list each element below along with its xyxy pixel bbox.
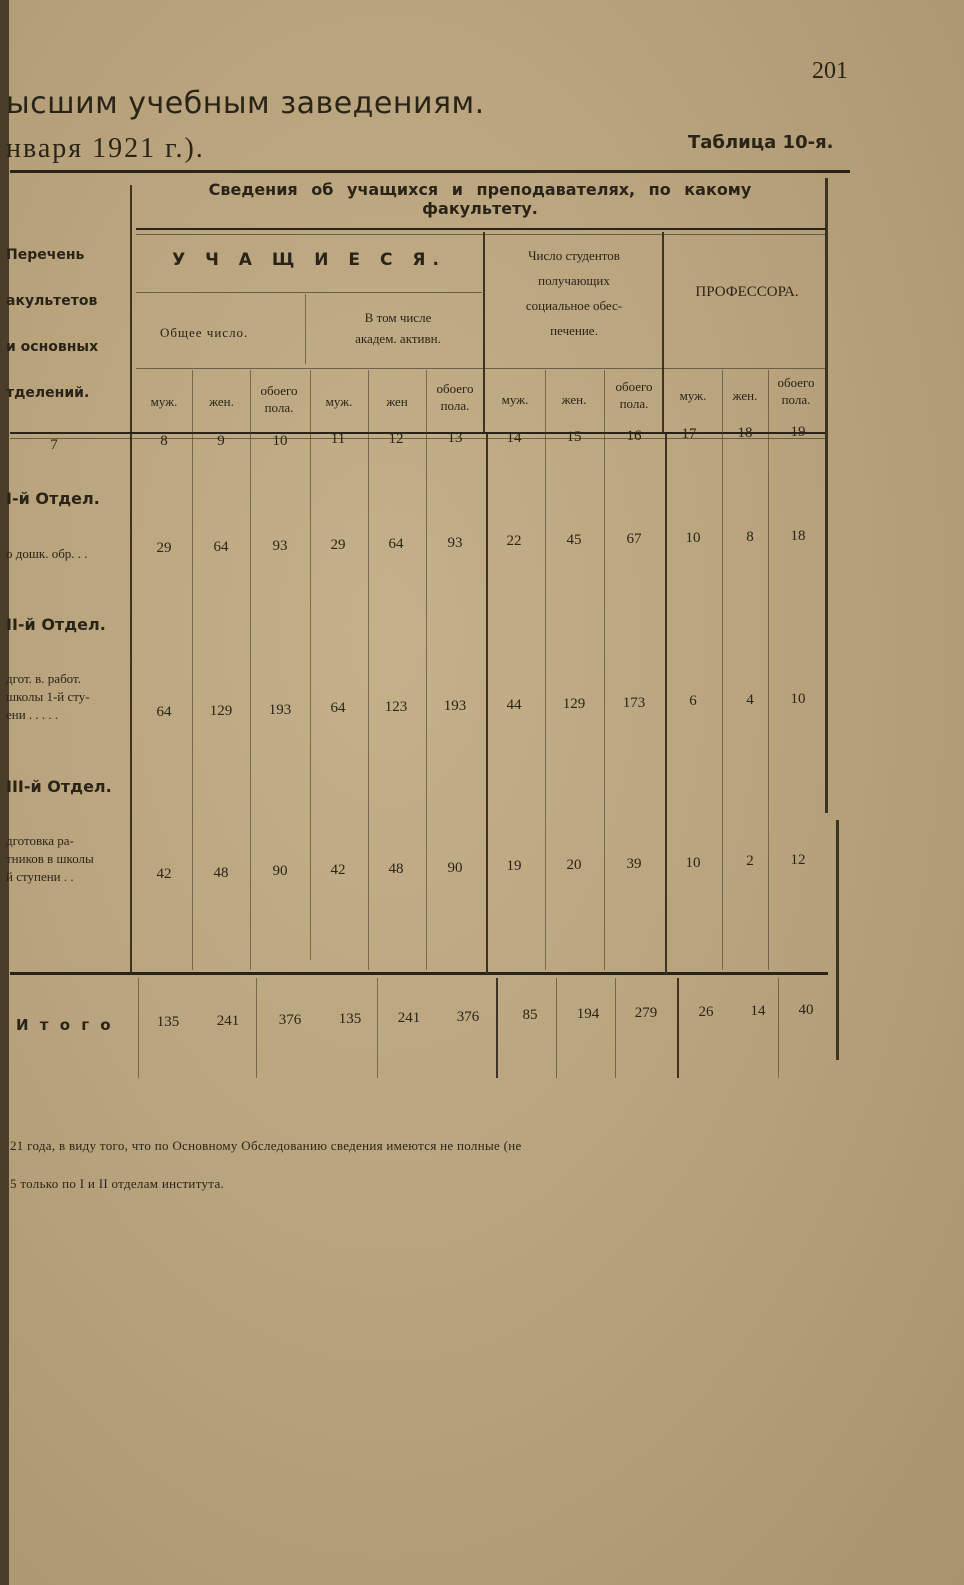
table-cell: 64	[156, 704, 172, 720]
column-number: 7	[50, 437, 58, 453]
table-cell: 129	[209, 702, 233, 719]
table-cell: 376	[456, 1008, 480, 1025]
col-divider	[677, 978, 679, 1078]
column-number: 16	[626, 428, 642, 444]
col-divider	[138, 978, 139, 1078]
table-cell: 40	[798, 1002, 814, 1018]
table-cell: 64	[330, 700, 346, 717]
social-header	[488, 243, 660, 343]
table-cell: 85	[522, 1007, 538, 1024]
table-right-border	[825, 178, 828, 813]
subheader-both: обоего пола.	[260, 383, 298, 415]
table-cell: 67	[626, 531, 642, 548]
first-col-header	[6, 232, 98, 416]
column-number: 17	[681, 426, 697, 442]
row-label	[6, 832, 94, 886]
table-cell: 194	[576, 1006, 600, 1023]
including-header-line: академ. активн.	[355, 331, 441, 346]
table-cell: 241	[216, 1012, 240, 1029]
table-cell: 193	[268, 701, 292, 718]
col-divider	[426, 370, 427, 970]
column-number: 18	[737, 425, 753, 441]
col-divider	[368, 370, 369, 970]
col-divider	[250, 370, 251, 970]
row-label-line: й ступени . .	[6, 869, 74, 884]
col-divider	[496, 978, 498, 1078]
students-header: У Ч А Щ И Е С Я.	[172, 250, 446, 270]
first-col-header-line: акультетов	[6, 293, 98, 309]
row-label-line: ени . . . . .	[6, 707, 59, 722]
subheader-both: обоего пола.	[436, 381, 474, 413]
table-cell: 193	[443, 698, 467, 715]
table-cell: 29	[156, 540, 172, 556]
col-divider	[722, 370, 723, 970]
first-col-header-line: и основных	[6, 339, 99, 355]
table-cell: 26	[698, 1004, 714, 1021]
total-top-rule	[10, 972, 828, 975]
first-col-divider	[130, 185, 132, 975]
col-divider	[256, 978, 257, 1078]
table-cell: 10	[685, 530, 701, 547]
table-cell: 12	[790, 852, 806, 868]
students-sub-rule	[136, 292, 482, 293]
subheader-female: жен	[386, 394, 408, 409]
row-label-line: дгот. в. работ.	[6, 671, 81, 686]
table-cell: 20	[566, 857, 582, 874]
subheader-female: жен.	[732, 388, 758, 403]
first-col-header-line: Перечень	[6, 247, 85, 263]
column-number: 9	[217, 433, 225, 449]
table-cell: 64	[213, 538, 229, 555]
table-cell: 129	[562, 695, 586, 712]
table-cell: 93	[447, 534, 463, 551]
main-header-rule	[136, 228, 826, 230]
col-divider	[768, 370, 769, 970]
column-number: 12	[388, 431, 404, 447]
table-cell: 48	[388, 860, 404, 877]
column-number: 10	[272, 433, 288, 449]
col-divider	[377, 978, 378, 1078]
row-label-line: дготовка ра-	[6, 833, 74, 848]
table-cell: 10	[685, 854, 701, 871]
table-cell: 42	[330, 862, 346, 879]
table-cell: 48	[213, 864, 229, 881]
table-cell: 18	[790, 528, 806, 544]
column-number: 11	[330, 431, 346, 447]
social-header-line: Число студентов	[528, 248, 620, 263]
page-title-line2: нваря 1921 г.).	[6, 133, 205, 164]
table-cell: 4	[746, 692, 754, 709]
col-divider	[556, 978, 557, 1078]
table-cell: 19	[506, 858, 522, 875]
table-label: Таблица 10-я.	[688, 132, 834, 153]
table-cell: 90	[272, 863, 288, 880]
row-label-line: тников в школы	[6, 851, 94, 866]
footnote-line: 21 года, в виду того, что по Основному Обследованию сведения имеются не полные (не	[10, 1138, 522, 1153]
table-right-border-lower	[836, 820, 839, 1060]
col-divider	[615, 978, 616, 1078]
table-cell: 6	[689, 693, 697, 710]
section-title: I-й Отдел.	[6, 489, 100, 508]
row-label-line: школы 1-й сту-	[6, 689, 90, 704]
page-number: 201	[812, 58, 848, 84]
section-title: III-й Отдел.	[6, 777, 112, 796]
table-cell: 135	[338, 1010, 362, 1027]
table-cell: 279	[634, 1005, 658, 1022]
table-cell: 123	[384, 699, 408, 716]
table-main-header: Сведения об учащихся и преподавателях, по какому факультету.	[208, 180, 752, 218]
table-cell: 241	[397, 1009, 421, 1026]
subheader-female: жен.	[561, 392, 587, 407]
table-cell: 376	[278, 1011, 302, 1028]
page-title-line1: ысшим учебным заведениям.	[6, 86, 485, 121]
col-divider	[604, 370, 605, 970]
professors-header: ПРОФЕССОРА.	[695, 284, 799, 300]
social-header-line: получающих	[538, 273, 610, 288]
column-number: 13	[447, 430, 463, 446]
social-header-line: печение.	[550, 323, 598, 338]
column-number: 14	[506, 430, 522, 446]
table-cell: 42	[156, 866, 172, 882]
subheader-male: муж.	[325, 394, 353, 409]
table-cell: 2	[746, 853, 754, 870]
table-cell: 45	[566, 532, 582, 549]
subheader-male: муж.	[679, 388, 707, 403]
main-header-rule-2	[136, 234, 826, 235]
subheader-both: обоего пола.	[777, 375, 815, 407]
subheader-female: жен.	[209, 394, 234, 409]
column-number: 8	[160, 433, 168, 449]
subheader-rule	[136, 368, 826, 369]
subheader-male: муж.	[150, 394, 178, 409]
table-cell: 10	[790, 691, 806, 707]
total-number-header: Общее число.	[160, 325, 249, 340]
table-cell: 29	[330, 536, 346, 553]
column-number: 19	[790, 424, 806, 440]
table-cell: 135	[156, 1014, 180, 1030]
including-header	[315, 307, 481, 349]
table-cell: 14	[750, 1003, 766, 1020]
table-cell: 93	[272, 537, 288, 554]
footnote-line: 5 только по I и II отделам института.	[10, 1176, 225, 1191]
table-cell: 8	[746, 529, 754, 546]
col-divider	[778, 978, 779, 1078]
row-label	[6, 670, 90, 724]
subheader-both: обоего пола.	[615, 379, 653, 411]
social-header-line: социальное обес-	[525, 298, 623, 313]
col-divider	[545, 370, 546, 970]
total-label: И т о г о	[16, 1016, 114, 1034]
subheader-male: муж.	[501, 392, 529, 407]
table-cell: 173	[622, 694, 646, 711]
table-cell: 64	[388, 535, 404, 552]
row-label: о дошк. обр. . .	[6, 546, 88, 561]
table-cell: 39	[626, 855, 642, 872]
first-col-header-line: тделений.	[6, 385, 90, 401]
table-cell: 90	[447, 859, 463, 876]
column-number: 15	[566, 429, 582, 445]
table-cell: 22	[506, 533, 522, 550]
table-top-rule	[10, 170, 850, 173]
table-cell: 44	[506, 696, 522, 713]
total-divider	[305, 294, 306, 364]
including-header-line: В том числе	[364, 310, 432, 325]
section-title: II-й Отдел.	[6, 615, 106, 634]
